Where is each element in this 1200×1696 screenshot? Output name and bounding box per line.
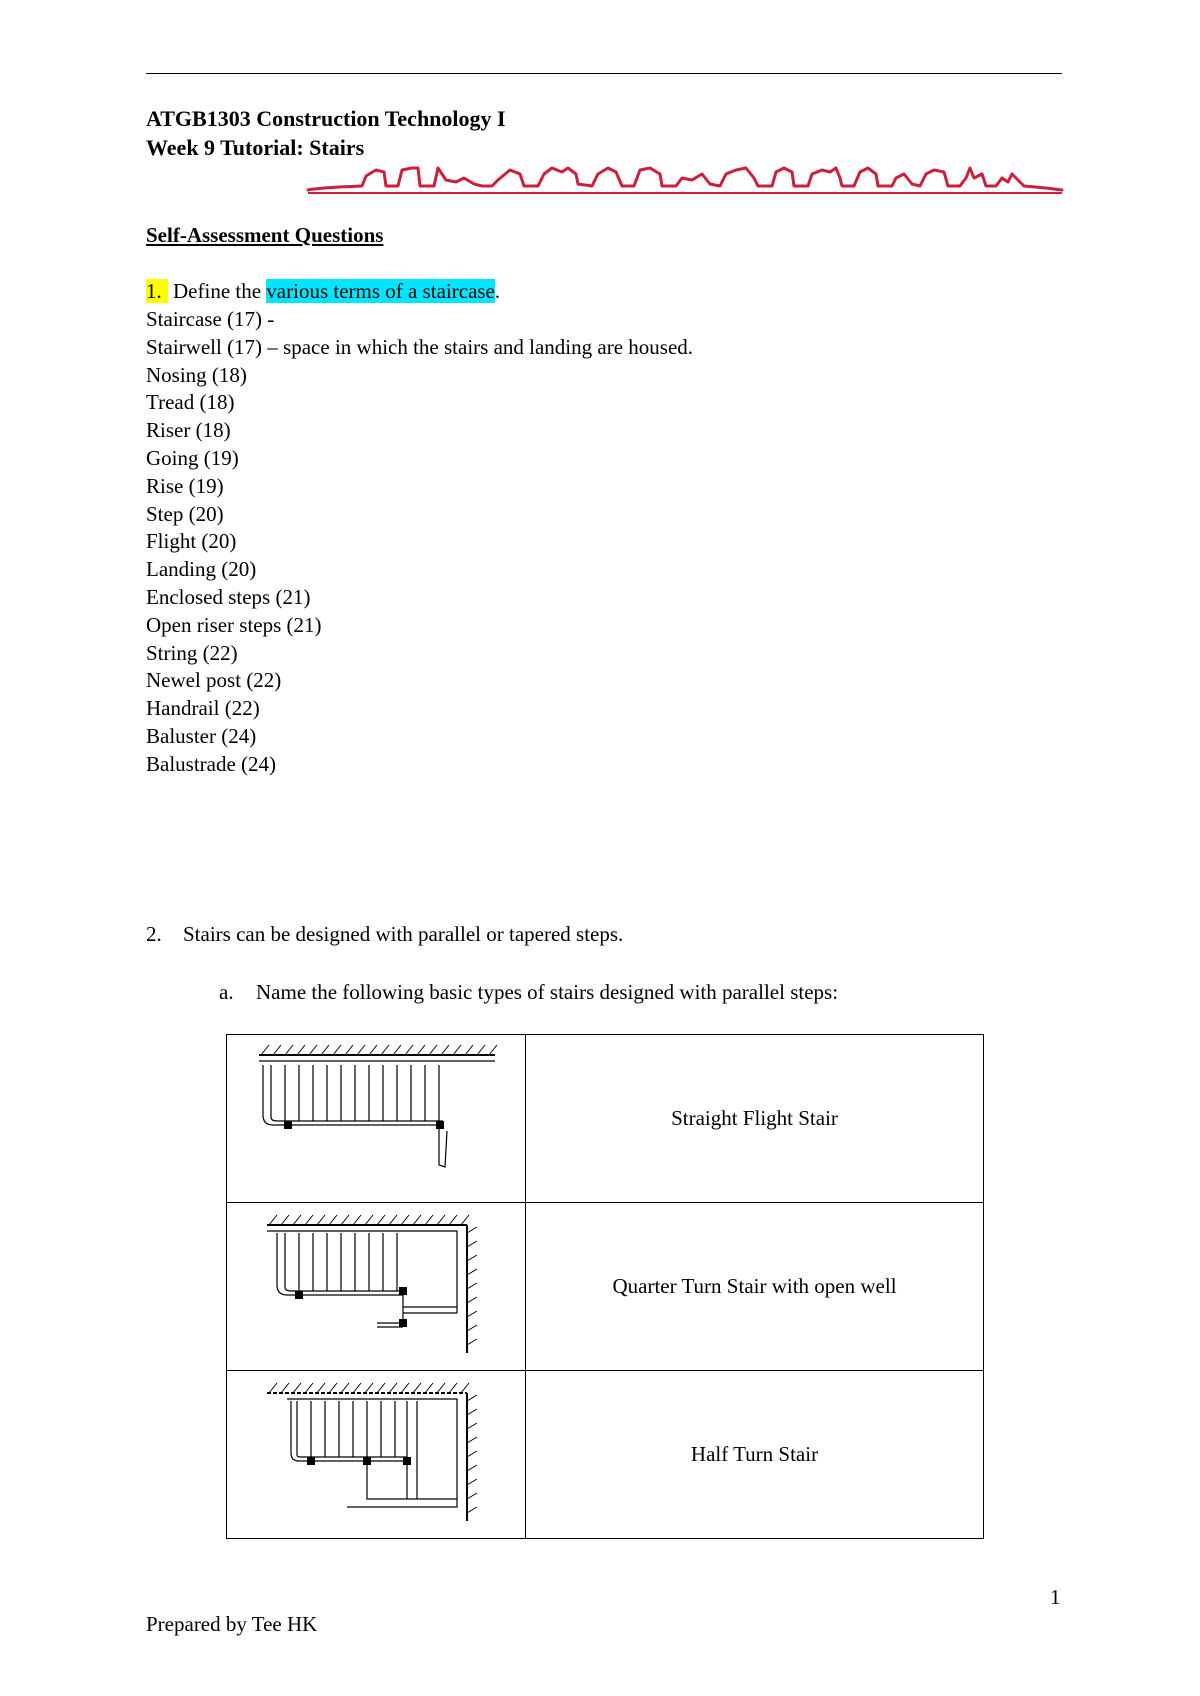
question-1-number: 1. xyxy=(146,279,168,303)
page-number: 1 xyxy=(1050,1585,1061,1609)
question-2 xyxy=(146,922,623,947)
tutorial-title: Week 9 Tutorial: Stairs xyxy=(146,135,365,160)
term-item: Rise (19) xyxy=(146,473,224,498)
term-item: Stairwell (17) – space in which the stairs and landing are housed. xyxy=(146,334,694,359)
term-item: Open riser steps (21) xyxy=(146,612,322,637)
stair-image-cell xyxy=(227,1371,526,1539)
table-row xyxy=(227,1371,984,1539)
question-1-highlight: various terms of a staircase xyxy=(266,279,495,303)
term-item: Landing (20) xyxy=(146,557,257,582)
straight-flight-stair-plan-icon xyxy=(227,1035,525,1197)
quarter-turn-stair-plan-icon xyxy=(227,1203,525,1365)
question-2-text: Stairs can be designed with parallel or tapered steps. xyxy=(183,922,624,946)
course-title: ATGB1303 Construction Technology I xyxy=(146,106,506,131)
term-item: String (22) xyxy=(146,640,238,665)
question-2a xyxy=(219,980,838,1005)
question-2a-letter: a. xyxy=(219,980,234,1004)
page-footer: Prepared by Tee HK xyxy=(146,1612,318,1636)
stair-image-cell xyxy=(227,1203,526,1371)
stair-name-cell: Straight Flight Stair xyxy=(526,1035,984,1203)
stair-image-cell xyxy=(227,1035,526,1203)
term-item: Flight (20) xyxy=(146,529,237,554)
stair-name-cell: Half Turn Stair xyxy=(526,1371,984,1539)
table-row xyxy=(227,1035,984,1203)
term-item: Enclosed steps (21) xyxy=(146,584,311,609)
term-item: Baluster (24) xyxy=(146,723,257,748)
question-1-prefix: Define the xyxy=(173,279,267,303)
question-1-suffix: . xyxy=(494,279,501,303)
table-row xyxy=(227,1203,984,1371)
term-item: Balustrade (24) xyxy=(146,751,277,776)
staircase-terms-list xyxy=(146,306,693,779)
question-2a-text: Name the following basic types of stairs designed with parallel steps: xyxy=(256,980,839,1004)
term-item: Newel post (22) xyxy=(146,668,282,693)
section-title: Self-Assessment Questions xyxy=(146,223,384,247)
question-1 xyxy=(146,278,500,305)
term-item: Step (20) xyxy=(146,501,224,526)
term-item: Tread (18) xyxy=(146,390,235,415)
half-turn-stair-plan-icon xyxy=(227,1371,525,1533)
term-item: Going (19) xyxy=(146,445,239,470)
term-item: Staircase (17) - xyxy=(146,307,275,331)
stair-name-cell: Quarter Turn Stair with open well xyxy=(526,1203,984,1371)
stair-types-table xyxy=(226,1034,984,1539)
term-item: Nosing (18) xyxy=(146,362,247,387)
document-header xyxy=(146,104,506,162)
skyline-decoration-icon xyxy=(306,160,1064,196)
header-rule xyxy=(146,73,1062,74)
term-item: Riser (18) xyxy=(146,418,231,443)
term-item: Handrail (22) xyxy=(146,696,260,721)
question-2-number: 2. xyxy=(146,922,162,946)
